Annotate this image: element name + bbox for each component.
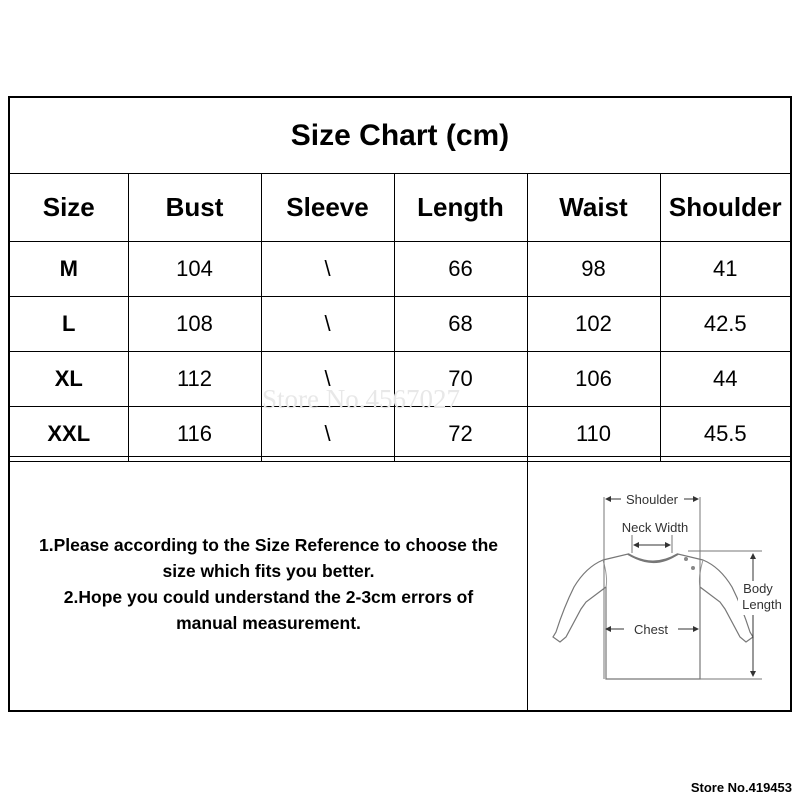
size-cell: XXL bbox=[10, 407, 128, 462]
table-row bbox=[10, 297, 790, 352]
bust-cell: 112 bbox=[128, 352, 261, 407]
size-chart bbox=[8, 96, 792, 712]
table-row bbox=[10, 352, 790, 407]
shoulder-cell: 42.5 bbox=[660, 297, 790, 352]
seam-dot bbox=[684, 557, 688, 561]
sleeve-cell: \ bbox=[261, 242, 394, 297]
diagram-label-neck-width: Neck Width bbox=[621, 520, 689, 535]
size-cell: L bbox=[10, 297, 128, 352]
shirt-outline bbox=[553, 554, 753, 679]
size-notes bbox=[10, 457, 528, 710]
note-line: size which fits you better. bbox=[162, 560, 375, 581]
shirt-diagram bbox=[528, 457, 790, 711]
seam-dot bbox=[691, 566, 695, 570]
header-sleeve: Sleeve bbox=[261, 174, 394, 242]
header-waist: Waist bbox=[527, 174, 660, 242]
store-label: Store No.419453 bbox=[690, 780, 792, 795]
header-length: Length bbox=[394, 174, 527, 242]
sleeve-cell: \ bbox=[261, 352, 394, 407]
length-cell: 68 bbox=[394, 297, 527, 352]
shoulder-cell: 41 bbox=[660, 242, 790, 297]
waist-cell: 110 bbox=[527, 407, 660, 462]
shoulder-cell: 44 bbox=[660, 352, 790, 407]
store-watermark: Store No.4567027 bbox=[262, 384, 460, 414]
diagram-label-chest: Chest bbox=[634, 622, 668, 637]
header-bust: Bust bbox=[128, 174, 261, 242]
table-row bbox=[10, 407, 790, 462]
size-cell: M bbox=[10, 242, 128, 297]
shoulder-cell: 45.5 bbox=[660, 407, 790, 462]
chart-title: Size Chart (cm) bbox=[10, 98, 790, 174]
diagram-label-shoulder: Shoulder bbox=[625, 492, 679, 507]
header-row bbox=[10, 174, 790, 242]
measurement-diagram bbox=[528, 457, 790, 710]
bust-cell: 104 bbox=[128, 242, 261, 297]
length-cell: 72 bbox=[394, 407, 527, 462]
waist-cell: 98 bbox=[527, 242, 660, 297]
size-cell: XL bbox=[10, 352, 128, 407]
sleeve-cell: \ bbox=[261, 297, 394, 352]
note-line: 2.Hope you could understand the 2-3cm errors of bbox=[63, 586, 474, 607]
diagram-label-length: Length bbox=[742, 597, 782, 612]
note-line: 1.Please according to the Size Reference to choose the bbox=[38, 534, 499, 555]
length-cell: 70 bbox=[394, 352, 527, 407]
header-shoulder: Shoulder bbox=[660, 174, 790, 242]
diagram-label-body: Body bbox=[743, 581, 773, 596]
length-cell: 66 bbox=[394, 242, 527, 297]
bust-cell: 108 bbox=[128, 297, 261, 352]
header-size: Size bbox=[10, 174, 128, 242]
size-table bbox=[10, 174, 790, 462]
note-line: manual measurement. bbox=[176, 612, 361, 633]
lower-section bbox=[10, 456, 790, 710]
waist-cell: 106 bbox=[527, 352, 660, 407]
table-row bbox=[10, 242, 790, 297]
bust-cell: 116 bbox=[128, 407, 261, 462]
waist-cell: 102 bbox=[527, 297, 660, 352]
sleeve-cell: \ bbox=[261, 407, 394, 462]
